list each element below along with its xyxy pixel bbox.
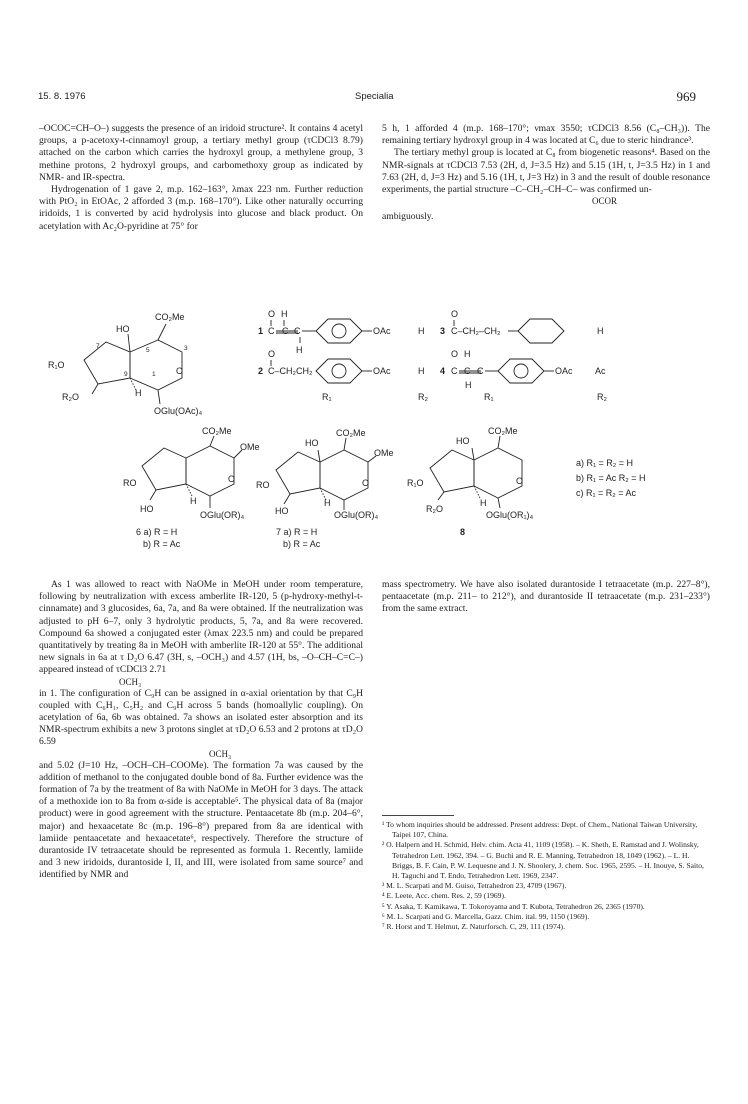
footnote: ⁷ R. Horst and T. Helmut, Z. Naturforsch. C, 29, 111 (1974).: [382, 922, 565, 932]
locant: 7: [96, 343, 100, 350]
pyran-ring: [474, 448, 522, 498]
locant: 9: [124, 371, 128, 378]
label: HO: [305, 438, 319, 448]
label: HO: [456, 436, 470, 446]
label: OAc: [555, 366, 573, 376]
compound-number: 2: [258, 366, 264, 376]
subscript-group: OCOR: [592, 196, 618, 207]
compound-number: 3: [440, 326, 446, 336]
label: OGlu(OR₁)₄: [486, 510, 534, 520]
footnote: ³ M. L. Scarpati and M. Guiso, Tetrahedron 23, 4709 (1967).: [382, 881, 567, 891]
cyclohexane-ring: [518, 319, 564, 343]
paragraph: Hydrogenation of 1 gave 2, m.p. 162–163°, λmax 223 nm. Further reduction with PtO₂ in EtOAc, 2 afforded 3 (m.p. 168–170°). Like other naturally occurring iridoids, 1 is converted by acid hydrolysis into glucose and black product. On acetylation with Ac₂O-pyridine at 75° for: [39, 184, 363, 232]
label: HO: [116, 324, 130, 334]
structure-figure: [0, 300, 748, 550]
header-date: 15. 8. 1976: [38, 91, 86, 102]
label: H: [135, 388, 142, 398]
column-header: R₁: [484, 392, 494, 402]
label: R₁O: [48, 360, 65, 370]
label: C: [464, 366, 471, 376]
compound-label: 6 a) R = H: [136, 527, 178, 537]
paragraph: –OCOC=CH–O–) suggests the presence of an iridoid structure². It contains 4 acetyl groups, a p-acetoxy-t-cinnamoyl group, a tertiary methyl group (τCDCl3 8.79) attached on the carbon which carries the hydroxyl group, a methylene group, 3 methine protons, 2 hydroxyl groups, and carbomethoxy group as indicated by NMR- and IR-spectra.: [39, 123, 363, 183]
label: H: [480, 498, 487, 508]
structure-6: [123, 426, 260, 520]
paragraph: The tertiary methyl group is located at C₈ from biogenetic reasons⁴. Based on the NMR-signals at τCDCl3 7.53 (2H, d, J=3.5 Hz) and 5.15 (1H, t, J=3.5 Hz) in 1 and 7.63 (2H, d, J=3 Hz) and 5.16 (1H, t, J=3 Hz) in 3 and the result of double resonance experiments, the partial structure –C–CH₂–CH–C– was confirmed un-: [382, 147, 710, 196]
column-bottom-right: [382, 579, 710, 616]
paragraph: mass spectrometry. We have also isolated durantoside I tetraacetate (m.p. 227–8°), pentaacetate (m.p. 211– to 212°), and durantoside II tetraacetate (m.p. 231–233°) from the same extract.: [382, 579, 710, 615]
benzene-ring: [316, 359, 362, 383]
label: H: [465, 380, 472, 390]
compound-label: b) R = Ac: [283, 539, 321, 549]
label: CO₂Me: [155, 312, 185, 322]
compound-number: 4: [440, 366, 446, 376]
structure-1: [48, 312, 203, 416]
compound-label: 7 a) R = H: [276, 527, 318, 537]
legend-8b: b) R₁ = Ac R₂ = H: [576, 473, 646, 483]
paragraph: in 1. The configuration of C₉H can be assigned in α-axial orientation by that C₉H coupled with C₆H₁, C₅H₂ and C₉H across 5 bands (homoallylic coupling). On acetylation of 6a, 6b was obtained. 7a shows an isolated ester absorption and its NMR-spectrum exhibits a new 3 protons singlet at τD₂O 6.53 and 2 protons at τD₂O 6.59: [39, 687, 363, 748]
cyclopentane-ring: [142, 448, 186, 490]
compound-number: 1: [258, 326, 264, 336]
footnote: ⁴ E. Leete, Acc. chem. Res. 2, 59 (1969).: [382, 891, 506, 901]
label: HO: [275, 506, 289, 516]
footnote-rule: [382, 815, 454, 816]
label: R₂O: [62, 392, 79, 402]
ring-oxygen: O: [228, 474, 236, 484]
column-header: R₁: [322, 392, 332, 402]
label: O: [451, 349, 459, 359]
label: R₁O: [407, 478, 424, 488]
structure-7: [256, 428, 394, 520]
label: H: [418, 326, 425, 336]
label: C: [268, 326, 275, 336]
legend-8a: a) R₁ = R₂ = H: [576, 458, 634, 468]
label: H: [324, 498, 331, 508]
locant: 5: [146, 347, 150, 354]
column-header: R₂: [597, 392, 607, 402]
label: Ac: [595, 366, 606, 376]
label: CO₂Me: [488, 426, 518, 436]
label: CO₂Me: [336, 428, 366, 438]
ring-oxygen: O: [362, 478, 370, 488]
header-journal: Specialia: [355, 91, 394, 102]
label: O: [268, 309, 276, 319]
compound-label: b) R = Ac: [143, 539, 181, 549]
label: C–CH₂CH₂: [268, 366, 313, 376]
label: H: [281, 309, 288, 319]
label: O: [451, 309, 459, 319]
paragraph-tail: ambiguously.: [382, 211, 434, 223]
label: H: [418, 366, 425, 376]
ring-oxygen: O: [516, 476, 524, 486]
column-top-right: [382, 123, 710, 223]
locant: 1: [152, 371, 156, 378]
footnote: ⁵ Y. Asaka, T. Kamikawa, T. Tokoroyama and T. Kubota, Tetrahedron 26, 2365 (1970).: [382, 901, 645, 911]
subscript-group: OCH₃: [119, 676, 142, 687]
structure-8: [407, 426, 534, 520]
label: R₂O: [426, 504, 443, 514]
ring-oxygen: O: [176, 366, 184, 376]
substituent-row-1: [258, 309, 604, 355]
footnotes: [382, 815, 712, 932]
label: H: [464, 349, 471, 359]
label: RO: [256, 480, 270, 490]
footnote: ¹ To whom inquiries should be addressed. Present address: Dept. of Chem., National Taiwan University, Taipei 107, China.: [382, 820, 698, 840]
paragraph: and 5.02 (J=10 Hz, –OCH–CH–COOMe). The formation 7a was caused by the addition of methanol to the conjugated double bond of 8a. Further evidence was the formation of 7a by the treatment of 8a with NaOMe in MeOH for 3 days. The attack of a methoxide ion to 8a from α-side is acceptable⁵. The physical data of 8a (major product) were in good agreement with the structure. Pentaacetate 8b (m.p. 204–6°, major) and hexaacetate 8c (m.p. 196–8°) prepared from 8a are identical with lamiide pentaacetate and hexaacetate⁶, respectively. Therefore the structure of durantoside IV tetraacetate should be represented as formula 1. Recently, lamiide and 3 new iridoids, durantoside I, II, and III, were isolated from same source⁷ and identified by NMR and: [39, 759, 363, 881]
substituent-row-2: [258, 349, 606, 390]
pyran-ring: [320, 450, 368, 500]
label: O: [268, 349, 276, 359]
compound-label: 8: [460, 527, 466, 537]
label: C: [294, 326, 301, 336]
label: RO: [123, 478, 137, 488]
label: OAc: [373, 326, 391, 336]
label: HO: [140, 504, 154, 514]
label: OMe: [240, 442, 260, 452]
paragraph: 5 h, 1 afforded 4 (m.p. 168–170°; νmax 3550; τCDCl3 8.56 (C₈–CH₃)). The remaining tertiary hydroxyl group in 4 was located at C₆ due to steric hindrance³.: [382, 123, 710, 147]
label: OGlu(OAc)₄: [154, 406, 203, 416]
label: C: [451, 366, 458, 376]
label: C–CH₂–CH₂: [451, 326, 501, 336]
label: H: [296, 345, 303, 355]
label: C: [477, 366, 484, 376]
cyclopentane-ring: [276, 452, 320, 494]
pyran-ring: [186, 446, 234, 496]
label: OAc: [373, 366, 391, 376]
column-bottom-left: [39, 579, 363, 882]
header-page-number: 969: [676, 89, 696, 104]
label: C: [282, 326, 289, 336]
pyran-ring: [130, 340, 182, 390]
column-header: R₂: [418, 392, 428, 402]
benzene-ring: [316, 319, 362, 343]
label: CO₂Me: [202, 426, 232, 436]
subscript-group: OCH₃: [209, 748, 232, 759]
label: OGlu(OR)₄: [200, 510, 245, 520]
benzene-ring: [498, 359, 544, 383]
label: OMe: [374, 448, 394, 458]
label: OGlu(OR)₄: [334, 510, 379, 520]
column-top-left: [39, 123, 363, 233]
footnote: ² O. Halpern and H. Schmid, Helv. chim. Acta 41, 1109 (1958). – K. Sheth, E. Ramstad and J. Wolinsky, Tetrahedron Lett. 1962, 394. – G. Buchi and R. E. Manning, Tetrahedron 18, 1049 (1962). – L. H. Briggs, B. F. Cain, P. W. Lequesne and J. N. Shoolery, J. chem. Soc. 1965, 2595. – H. Inouye, S. Saito, H. Taguchi and T. Endo, Tetrahedron Lett. 1969, 2347.: [382, 840, 704, 881]
cyclopentane-ring: [430, 450, 474, 492]
legend-8c: c) R₁ = R₂ = Ac: [576, 488, 637, 498]
label: H: [597, 326, 604, 336]
label: H: [190, 496, 197, 506]
paragraph: As 1 was allowed to react with NaOMe in MeOH under room temperature, following by neutralization with excess amberlite IR-120, 5 (p-hydroxy-methyl-t-cinnamate) and 3 glucosides, 6a, 7a, and 8a were obtained. If the neutralization was adjusted to pH 6–7, only 3 hydrolytic products, 5, 7a, and 8a were recovered. Compound 6a showed a conjugated ester (λmax 223.5 nm) and could be prepared quantitatively by treating 8a in MeOH with amberlite IR-120 at 55°. The additional new signals in 6a at τ D₂O 6.47 (3H, s, –OCH₃) and 4.57 (1H, bs, –O–CH–C=C–) appeared instead of τCDCl3 2.71: [39, 579, 363, 676]
footnote: ⁶ M. L. Scarpati and G. Marcella, Gazz. Chim. ital. 99, 1150 (1969).: [382, 911, 590, 921]
locant: 3: [184, 345, 188, 352]
